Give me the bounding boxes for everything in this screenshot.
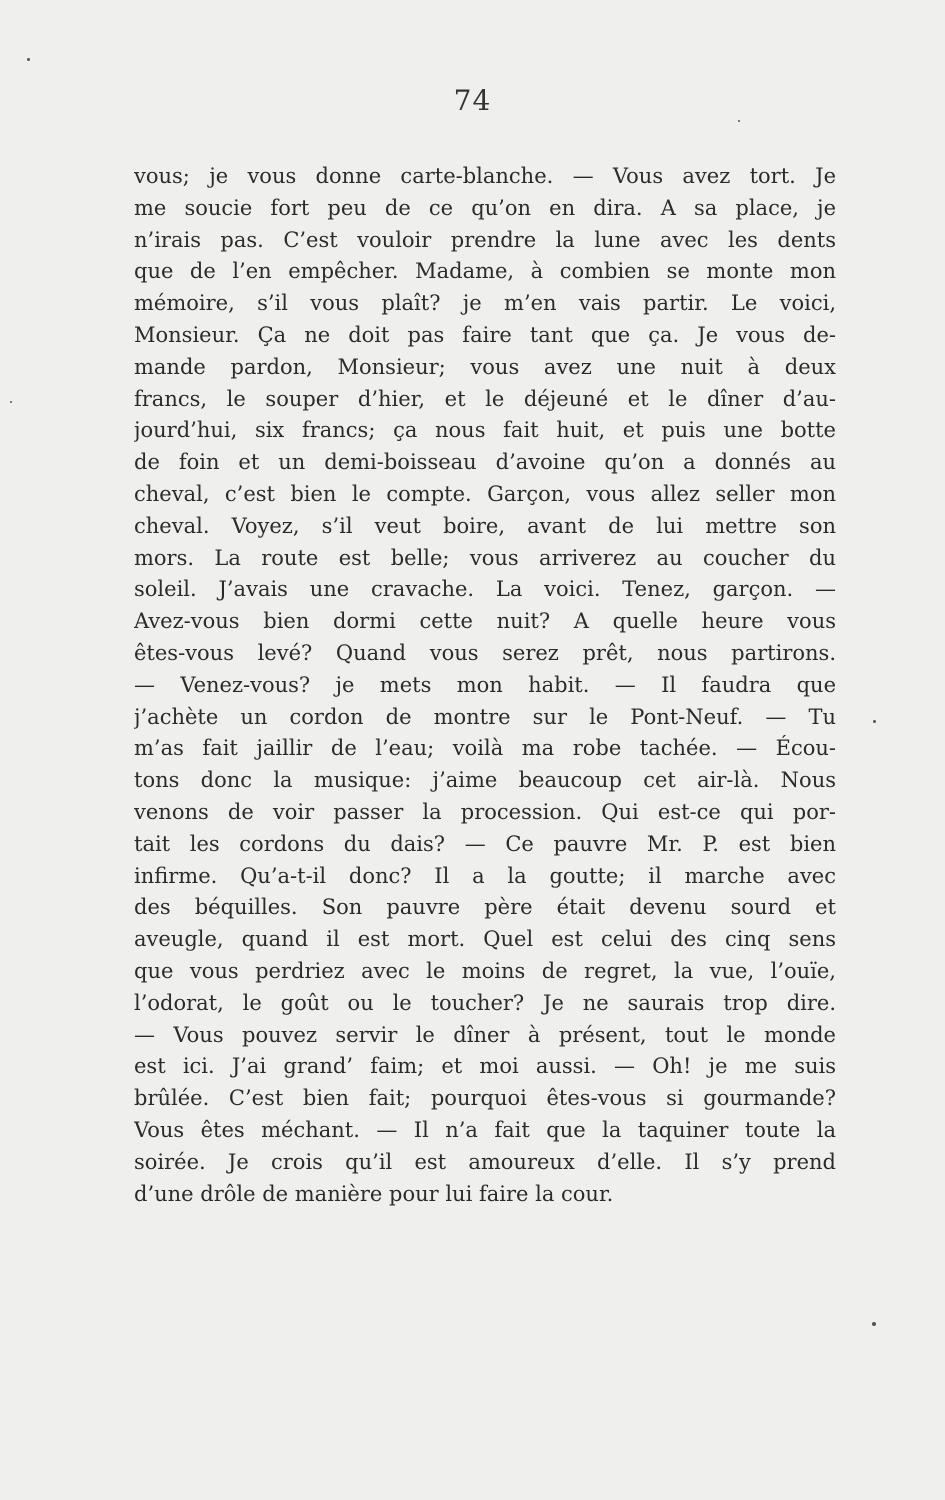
text-line: j’achète un cordon de montre sur le Pont-Neuf. — Tu [134,704,836,729]
scan-speck [27,58,30,61]
text-line: mors. La route est belle; vous arriverez au coucher du [134,545,836,570]
text-line: est ici. J’ai grand’ faim; et moi aussi. — Oh! je me suis [134,1054,836,1079]
text-line: soirée. Je crois qu’il est amoureux d’elle. Il s’y prend [134,1149,836,1174]
text-line: — Venez-vous? je mets mon habit. — Il faudra que [134,672,836,697]
scan-speck [738,120,740,122]
body-text [134,161,836,1210]
scan-speck [10,401,12,403]
text-line: que de l’en empêcher. Madame, à combien se monte mon [134,259,836,284]
text-line: vous; je vous donne carte-blanche. — Vous avez tort. Je [134,164,836,188]
page-number: 74 [453,84,492,117]
text-line: — Vous pouvez servir le dîner à présent, tout le monde [134,1022,836,1047]
text-line: cheval. Voyez, s’il veut boire, avant de lui mettre son [134,513,836,538]
text-line: brûlée. C’est bien fait; pourquoi êtes-vous si gourmande? [134,1086,836,1111]
text-line: Vous êtes méchant. — Il n’a fait que la taquiner toute la [134,1117,836,1142]
text-line: mémoire, s’il vous plaît? je m’en vais partir. Le voici, [134,291,836,316]
text-line: Avez-vous bien dormi cette nuit? A quelle heure vous [134,609,836,634]
text-line: infirme. Qu’a-t-il donc? Il a la goutte; il marche avec [134,863,836,888]
text-line: êtes-vous levé? Quand vous serez prêt, nous partirons. [134,640,836,665]
text-line: francs, le souper d’hier, et le déjeuné et le dîner d’au- [134,386,836,411]
scan-speck [872,1322,876,1326]
scan-speck [873,720,876,723]
text-line: jourd’hui, six francs; ça nous fait huit, et puis une botte [134,418,836,443]
text-line: tons donc la musique: j’aime beaucoup cet air-là. Nous [134,768,836,793]
text-line: l’odorat, le goût ou le toucher? Je ne saurais trop dire. [134,990,836,1015]
text-line: n’irais pas. C’est vouloir prendre la lune avec les dents [134,227,836,252]
text-line: m’as fait jaillir de l’eau; voilà ma robe tachée. — Écou- [134,736,836,761]
text-line: que vous perdriez avec le moins de regret, la vue, l’ouïe, [134,958,836,983]
text-line-last: d’une drôle de manière pour lui faire la cour. [134,1181,614,1206]
text-line: soleil. J’avais une cravache. La voici. Tenez, garçon. — [134,577,836,602]
text-line: aveugle, quand il est mort. Quel est celui des cinq sens [134,927,836,952]
text-line: des béquilles. Son pauvre père était devenu sourd et [134,895,836,920]
text-line: tait les cordons du dais? — Ce pauvre Mr. P. est bien [134,831,836,856]
text-line: mande pardon, Monsieur; vous avez une nuit à deux [134,354,836,379]
text-line: Monsieur. Ça ne doit pas faire tant que ça. Je vous de- [134,322,836,347]
text-line: venons de voir passer la procession. Qui est-ce qui por- [134,799,836,824]
text-line: me soucie fort peu de ce qu’on en dira. A sa place, je [134,195,836,220]
text-line: cheval, c’est bien le compte. Garçon, vous allez seller mon [134,481,836,506]
text-line: de foin et un demi-boisseau d’avoine qu’on a donnés au [134,450,836,475]
